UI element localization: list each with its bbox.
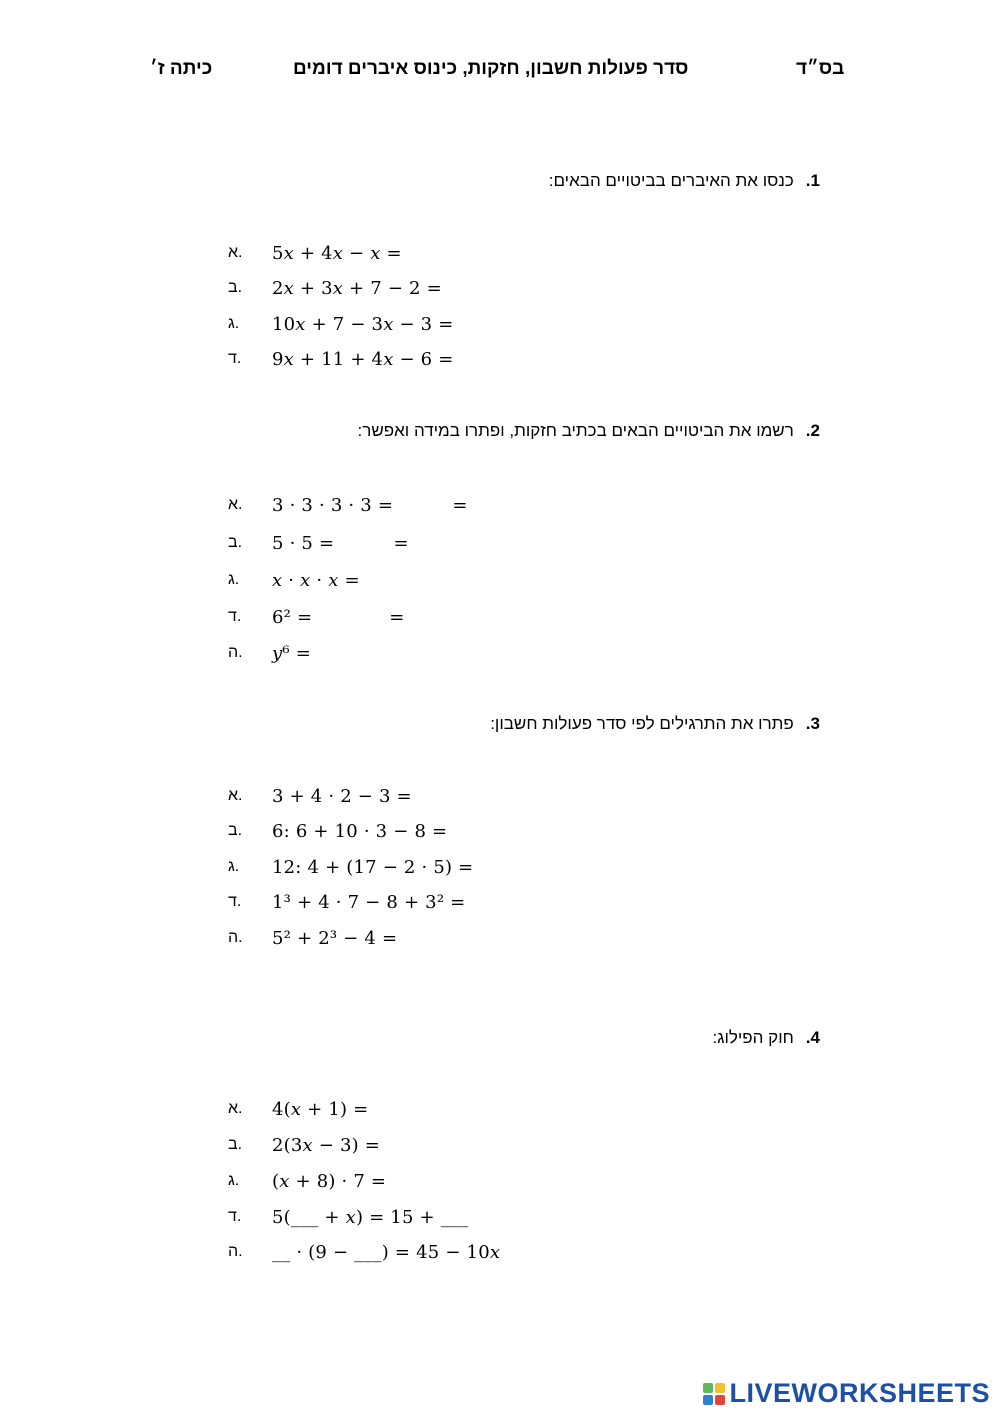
item-label: ג. — [228, 315, 240, 332]
exercise-item — [228, 528, 409, 558]
exercise-item — [228, 781, 412, 811]
exercise-item — [228, 1130, 380, 1160]
question-1-heading — [549, 171, 820, 191]
item-label: ה. — [228, 644, 243, 661]
item-label: ה. — [228, 1243, 243, 1260]
item-label: ג. — [228, 571, 240, 588]
question-title: חוק הפילוג: — [712, 1028, 794, 1047]
item-label: ד. — [228, 350, 242, 367]
item-label: ג. — [228, 1172, 240, 1189]
item-label: ב. — [228, 1136, 243, 1153]
exercise-item — [228, 490, 468, 520]
math-expression: 2𝑥 + 3𝑥 + 7 − 2 = — [272, 277, 442, 299]
question-title: רשמו את הביטויים הבאים בכתיב חזקות, ופתרו במידה ואפשר: — [357, 421, 794, 440]
exercise-item — [228, 852, 473, 882]
question-number: 2. — [805, 421, 820, 440]
item-label: ד. — [228, 608, 242, 625]
item-label: א. — [228, 787, 243, 804]
exercise-item — [228, 565, 360, 595]
math-expression: 3 + 4 · 2 − 3 = — [272, 785, 412, 807]
header-besad: בס״ד — [796, 58, 845, 79]
math-expression: 3 · 3 · 3 · 3 = = — [272, 494, 468, 516]
logo-text: LIVEWORKSHEETS — [729, 1378, 990, 1408]
math-expression: 2(3𝑥 − 3) = — [272, 1134, 381, 1156]
question-number: 4. — [805, 1028, 820, 1047]
exercise-item — [228, 1202, 468, 1232]
item-label: ב. — [228, 822, 243, 839]
math-expression: 𝑦⁶ = — [272, 642, 311, 664]
item-label: א. — [228, 496, 243, 513]
question-title: כנסו את האיברים בביטויים הבאים: — [548, 171, 794, 190]
item-label: ב. — [228, 279, 243, 296]
item-label: ד. — [228, 1208, 242, 1225]
liveworksheets-logo[interactable] — [703, 1380, 990, 1407]
item-label: ד. — [228, 893, 242, 910]
math-expression: 9𝑥 + 11 + 4𝑥 − 6 = — [272, 348, 454, 370]
question-number: 1. — [805, 171, 820, 190]
math-expression: 1³ + 4 · 7 − 8 + 3² = — [272, 891, 466, 913]
question-2-heading — [358, 421, 820, 441]
math-expression: 4(𝑥 + 1) = — [272, 1098, 369, 1120]
exercise-item — [228, 238, 402, 268]
question-number: 3. — [805, 714, 820, 733]
exercise-item — [228, 923, 397, 953]
math-expression: __ · (9 − ___) = 45 − 10𝑥 — [272, 1241, 501, 1263]
math-expression: (𝑥 + 8) · 7 = — [272, 1170, 387, 1192]
logo-mark-icon — [703, 1383, 725, 1405]
logo-square — [703, 1395, 713, 1405]
exercise-item — [228, 344, 454, 374]
exercise-item — [228, 273, 442, 303]
class-label: כיתה ז׳ — [150, 58, 213, 79]
exercise-item — [228, 816, 447, 846]
item-label: א. — [228, 1100, 243, 1117]
question-4-heading — [713, 1028, 820, 1048]
exercise-item — [228, 638, 311, 668]
exercise-item — [228, 309, 454, 339]
math-expression: 𝑥 · 𝑥 · 𝑥 = — [272, 569, 360, 591]
math-expression: 5 · 5 = = — [272, 532, 409, 554]
page-title: סדר פעולות חשבון, חזקות, כינוס איברים דומים — [293, 58, 689, 79]
math-expression: 5² + 2³ − 4 = — [272, 927, 398, 949]
math-expression: 12: 4 + (17 − 2 · 5) = — [272, 856, 474, 878]
item-label: ג. — [228, 858, 240, 875]
exercise-item — [228, 1094, 368, 1124]
math-expression: 6: 6 + 10 · 3 − 8 = — [272, 820, 448, 842]
math-expression: 10𝑥 + 7 − 3𝑥 − 3 = — [272, 313, 454, 335]
logo-square — [715, 1395, 725, 1405]
math-expression: 6² = = — [272, 606, 405, 628]
exercise-item — [228, 887, 465, 917]
item-label: א. — [228, 244, 243, 261]
math-expression: 5𝑥 + 4𝑥 − 𝑥 = — [272, 242, 402, 264]
math-expression: 5(___ + 𝑥) = 15 + ___ — [272, 1206, 469, 1228]
logo-square — [703, 1383, 713, 1393]
question-3-heading — [490, 714, 820, 734]
item-label: ב. — [228, 534, 243, 551]
exercise-item — [228, 1237, 500, 1267]
exercise-item — [228, 602, 405, 632]
item-label: ה. — [228, 929, 243, 946]
logo-square — [715, 1383, 725, 1393]
question-title: פתרו את התרגילים לפי סדר פעולות חשבון: — [490, 714, 794, 733]
exercise-item — [228, 1166, 386, 1196]
